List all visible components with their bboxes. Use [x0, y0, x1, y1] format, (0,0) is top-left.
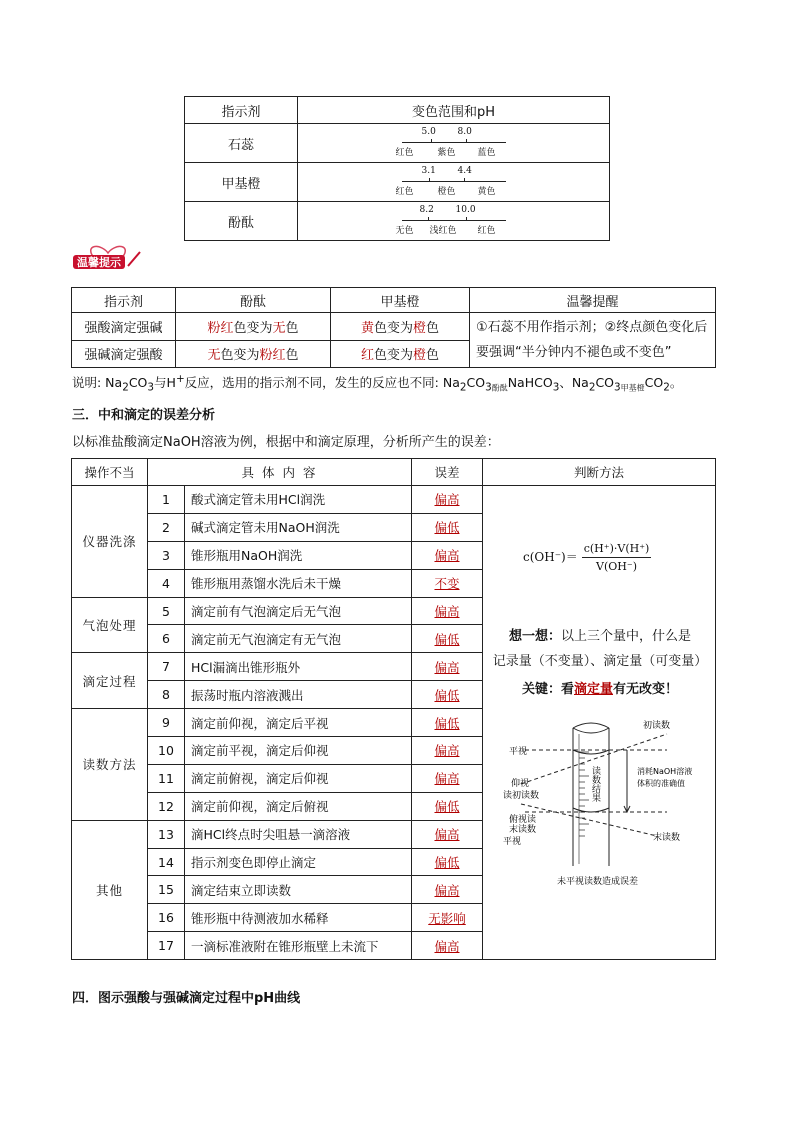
label-consumed: 消耗NaOH溶液: [637, 767, 693, 776]
svg-text:末读数: 末读数: [509, 825, 537, 835]
error-value: 偏低: [434, 687, 460, 703]
table-row: 滴定结束立即读数: [185, 876, 412, 904]
table-row: 一滴标准液附在锥形瓶壁上未流下: [185, 932, 412, 960]
svg-text:体积的准确值: 体积的准确值: [637, 779, 685, 788]
group-label: 仪器洗涤: [72, 486, 148, 598]
phenolphthalein-change: 粉红色变为无色: [176, 313, 331, 341]
section-3-heading: 三．中和滴定的误差分析: [72, 408, 216, 423]
table-row: 滴定前有气泡滴定后无气泡: [185, 597, 412, 625]
table-row: 指示剂变色即停止滴定: [185, 848, 412, 876]
table-row: 滴定前仰视，滴定后平视: [185, 709, 412, 737]
error-value: 偏低: [434, 715, 460, 731]
think-text: 想一想：以上三个量中，什么是 记录量（不变量）、滴定量（可变量）: [492, 629, 708, 669]
titration-type: 强碱滴定强酸: [72, 340, 176, 368]
table-row: 锥形瓶用蒸馏水洗后未干燥: [185, 569, 412, 597]
judgement-cell: [483, 486, 716, 960]
indicator-tip-table: [71, 287, 716, 368]
note-text: 说明: $Na_2CO_3$与H+反应，选用的指示剂不同，发生的反应也不同: $Na_2CO_{3酚酞}NaHCO_3$、$Na_2CO_{3甲基橙}CO_2$。: [72, 373, 683, 394]
error-value: 偏低: [434, 520, 460, 536]
table-row: 振荡时瓶内溶液溅出: [185, 681, 412, 709]
ph-scale: 8.2 10.0 无色 浅红色 红色: [394, 204, 514, 238]
error-value: 偏高: [434, 882, 460, 898]
tip-logo-icon: [72, 244, 144, 272]
section-4-heading: 四．图示强酸与强碱滴定过程中pH曲线: [72, 991, 301, 1006]
group-label: 滴定过程: [72, 653, 148, 709]
error-value: 不变: [434, 576, 460, 592]
methyl-orange-change: 黄色变为橙色: [331, 313, 470, 341]
error-header: 判断方法: [483, 459, 716, 486]
table-row: 酸式滴定管未用HCl润洗: [185, 486, 412, 514]
group-label: 其他: [72, 820, 148, 959]
error-value: 偏高: [434, 743, 460, 759]
ph-scale: 5.0 8.0 红色 紫色 蓝色: [394, 126, 514, 160]
error-value: 偏低: [434, 855, 460, 871]
formula: c(OH⁻)＝ $\frac{c(H^+)\cdot V(H^+)}{V(OH^-)}$: [523, 542, 650, 573]
reminder-text: ①石蕊不用作指示剂；②终点颜色变化后要强调“半分钟内不褪色或不变色”: [470, 313, 716, 368]
error-header: 误差: [412, 459, 483, 486]
tip-header: 指示剂: [72, 288, 176, 313]
table-row: 滴定前俯视，滴定后仰视: [185, 764, 412, 792]
table-row: HCl漏滴出锥形瓶外: [185, 653, 412, 681]
methyl-orange-change: 红色变为橙色: [331, 340, 470, 368]
error-value: 偏高: [434, 492, 460, 508]
error-value: 偏高: [434, 548, 460, 564]
diagram-caption: 未平视读数造成误差: [557, 877, 639, 887]
label-initial: 初读数: [643, 721, 671, 731]
label-result: 读数结果: [590, 766, 600, 802]
header-indicator: 指示剂: [185, 97, 298, 124]
key-text: 关键：看滴定量有无改变！: [521, 682, 679, 697]
error-value: 无影响: [428, 910, 466, 926]
svg-text:温馨提示: 温馨提示: [77, 256, 121, 269]
titration-type: 强酸滴定强碱: [72, 313, 176, 341]
error-value: 偏低: [434, 799, 460, 815]
label-flat-bottom: 平视: [503, 837, 522, 847]
intro-text: 以标准盐酸滴定NaOH溶液为例，根据中和滴定原理，分析所产生的误差：: [72, 435, 500, 450]
error-value: 偏高: [434, 827, 460, 843]
table-row: 滴定前平视，滴定后仰视: [185, 737, 412, 765]
ph-scale: 3.1 4.4 红色 橙色 黄色: [394, 165, 514, 199]
table-row: 碱式滴定管未用NaOH润洗: [185, 513, 412, 541]
error-value: 偏低: [434, 631, 460, 647]
table-row: 滴定前无气泡滴定有无气泡: [185, 625, 412, 653]
label-flat-top: 平视: [509, 747, 528, 757]
label-final: 末读数: [653, 833, 681, 843]
error-value: 偏高: [434, 604, 460, 619]
table-row: 锥形瓶用NaOH润洗: [185, 541, 412, 569]
tip-header: 酚酞: [176, 288, 331, 313]
error-value: 偏高: [434, 771, 460, 787]
indicator-range-table: [184, 96, 610, 241]
table-row: 滴定前仰视，滴定后俯视: [185, 792, 412, 820]
label-look-up: 仰视: [511, 779, 530, 789]
group-label: 气泡处理: [72, 597, 148, 653]
table-row: 锥形瓶中待测液加水稀释: [185, 904, 412, 932]
error-value: 偏高: [434, 659, 460, 675]
indicator-name: 甲基橙: [185, 163, 298, 202]
indicator-name: 酚酞: [185, 202, 298, 241]
svg-text:读初读数: 读初读数: [503, 791, 540, 801]
phenolphthalein-change: 无色变为粉红色: [176, 340, 331, 368]
error-header: 操作不当: [72, 459, 148, 486]
error-header: 具 体 内 容: [148, 459, 412, 486]
tip-header: 甲基橙: [331, 288, 470, 313]
group-label: 读数方法: [72, 709, 148, 821]
table-row: 滴HCl终点时尖咀悬一滴溶液: [185, 820, 412, 848]
indicator-name: 石蕊: [185, 124, 298, 163]
label-look-down: 俯视读: [509, 815, 537, 825]
burette-reading-diagram: [487, 714, 713, 890]
header-range: 变色范围和pH: [298, 97, 610, 124]
tip-header: 温馨提醒: [470, 288, 716, 313]
error-analysis-table: 操作不当 具 体 内 容 误差 判断方法 仪器洗涤 1 酸式滴定管未用HCl润洗 偏高 c(OH⁻)＝ $\frac{c(H^+)\cdot V(H^+)}{V(OH^-)}$ 想一想：以上三个量中，什么是 记录量（不变量）、滴定量（可变量） 关键：看滴定量有无改变！ 平视 初读数 仰视 读初读数 俯视读 末读数 平视 读数结果 消耗NaOH溶液 体积的准确值 末读数 未平视读数造成误差 2 碱式滴定管未用NaOH润洗 偏低 3 锥形瓶用NaOH润洗 偏高 4 锥形瓶用蒸馏水洗后未干燥 不变 气泡处理 5 滴定前有气泡滴定后无气泡 偏高 6 滴定前无气泡滴定有无气泡 偏低 滴定过程 7 HCl漏滴出锥形瓶外 偏高 8 振荡时瓶内溶液溅出 偏低 读数方法 9 滴定前仰视，滴定后平视 偏低 10 滴定前平视，滴定后仰视 偏高 11 滴定前俯视，滴定后仰视 偏高 12 滴定前仰视，滴定后俯视 偏低 其他 13 滴HCl终点时尖咀悬一滴溶液 偏高 14 指示剂变色即停止滴定 偏低 15 滴定结束立即读数 偏高 16 锥形瓶中待测液加水稀释 无影响 17 一滴标准液附在锥形瓶壁上未流下 偏高: [71, 458, 716, 960]
error-value: 偏高: [434, 938, 460, 954]
